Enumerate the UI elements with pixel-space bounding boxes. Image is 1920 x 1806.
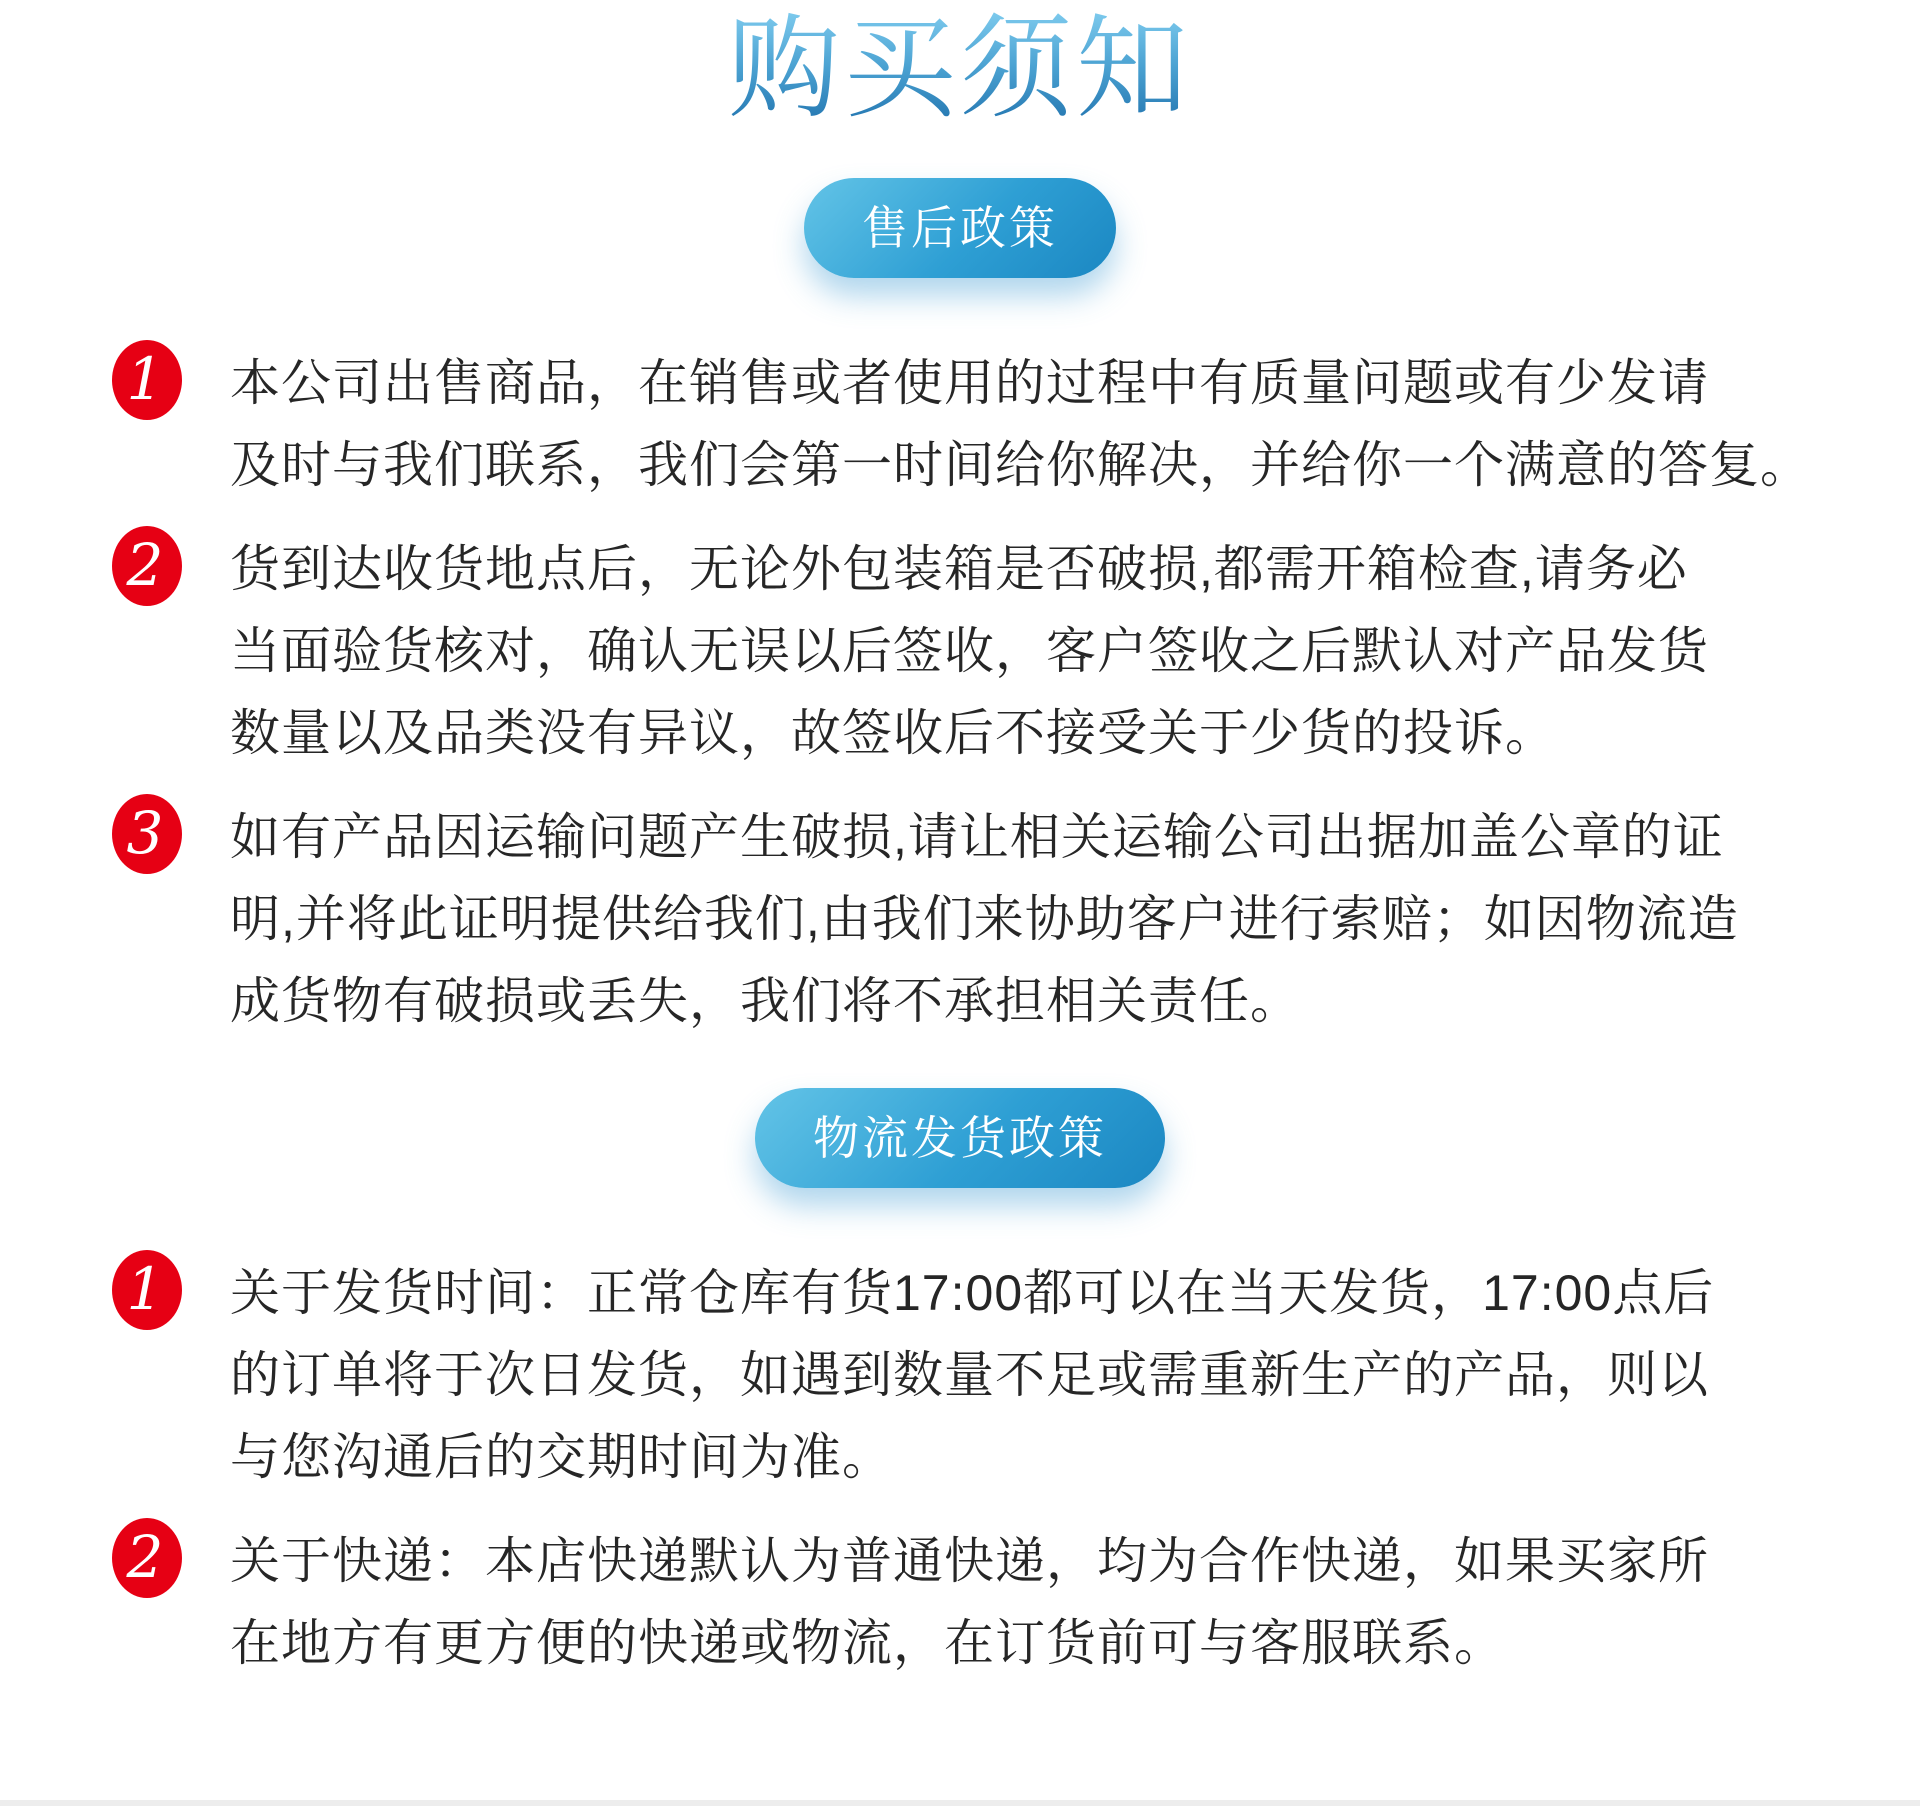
item-text-line: 与您沟通后的交期时间为准。 xyxy=(230,1428,893,1485)
item-text-line: 如有产品因运输问题产生破损,请让相关运输公司出据加盖公章的证 xyxy=(230,808,1724,865)
item-text-line: 的订单将于次日发货，如遇到数量不足或需重新生产的产品，则以 xyxy=(230,1346,1709,1403)
item-number-badge xyxy=(112,1518,182,1598)
item-number-badge xyxy=(112,526,182,606)
section-heading-row xyxy=(0,178,1920,278)
item-text-line: 明,并将此证明提供给我们,由我们来协助客户进行索赔；如因物流造 xyxy=(230,890,1739,947)
item-text xyxy=(230,1252,1714,1498)
item-number: 1 xyxy=(126,344,164,413)
list-item xyxy=(0,528,1920,774)
item-number: 2 xyxy=(126,530,164,599)
section-heading-pill xyxy=(755,1088,1165,1188)
item-number-badge xyxy=(112,794,182,874)
section-heading-pill xyxy=(804,178,1116,278)
item-text-line: 及时与我们联系，我们会第一时间给你解决，并给你一个满意的答复。 xyxy=(230,436,1811,493)
page-title: 购买须知 xyxy=(728,6,1192,131)
item-text-line: 在地方有更方便的快递或物流，在订货前可与客服联系。 xyxy=(230,1614,1505,1671)
list-item xyxy=(0,342,1920,506)
item-text-line: 关于发货时间：正常仓库有货17:00都可以在当天发货，17:00点后 xyxy=(230,1264,1715,1321)
item-text xyxy=(230,528,1709,774)
item-text xyxy=(230,342,1811,506)
item-text-line: 关于快递：本店快递默认为普通快递，均为合作快递，如果买家所 xyxy=(230,1532,1709,1589)
section-heading-label: 售后政策 xyxy=(862,201,1058,254)
policy-section xyxy=(0,1088,1920,1684)
list-item xyxy=(0,796,1920,1042)
item-text-line: 成货物有破损或丢失，我们将不承担相关责任。 xyxy=(230,972,1301,1029)
list-item xyxy=(0,1520,1920,1684)
item-number-badge xyxy=(112,340,182,420)
item-text xyxy=(230,796,1739,1042)
item-text xyxy=(230,1520,1709,1684)
section-heading-label: 物流发货政策 xyxy=(813,1111,1107,1164)
item-number-badge xyxy=(112,1250,182,1330)
section-items xyxy=(0,342,1920,1042)
policy-sections xyxy=(0,178,1920,1684)
list-item xyxy=(0,1252,1920,1498)
item-number: 3 xyxy=(126,798,164,867)
item-text-line: 本公司出售商品，在销售或者使用的过程中有质量问题或有少发请 xyxy=(230,354,1709,411)
item-number: 2 xyxy=(126,1522,164,1591)
policy-section xyxy=(0,178,1920,1042)
item-text-line: 货到达收货地点后，无论外包装箱是否破损,都需开箱检查,请务必 xyxy=(230,540,1688,597)
bottom-divider xyxy=(0,1800,1920,1806)
item-number: 1 xyxy=(126,1254,164,1323)
item-text-line: 数量以及品类没有异议，故签收后不接受关于少货的投诉。 xyxy=(230,704,1556,761)
item-text-line: 当面验货核对，确认无误以后签收，客户签收之后默认对产品发货 xyxy=(230,622,1709,679)
section-items xyxy=(0,1252,1920,1684)
page-title-row xyxy=(0,0,1920,131)
section-heading-row xyxy=(0,1088,1920,1188)
